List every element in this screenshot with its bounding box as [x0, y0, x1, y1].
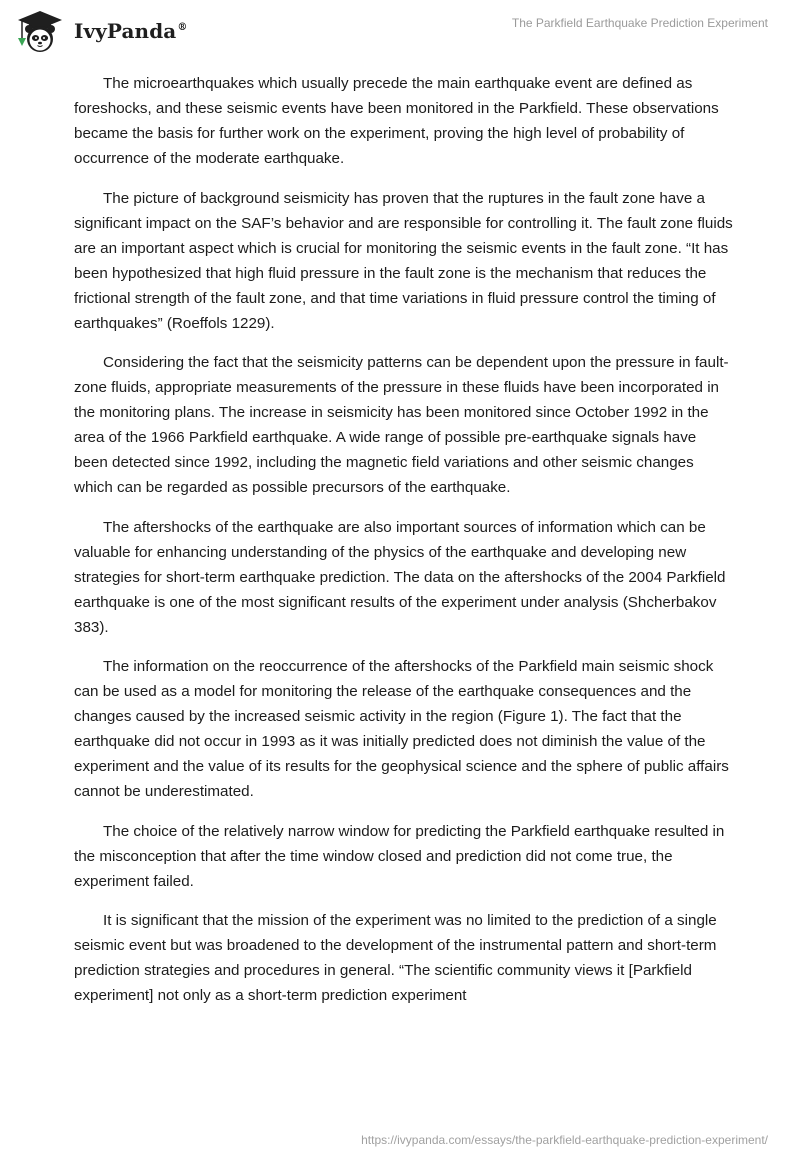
paragraph: Considering the fact that the seismicity patterns can be dependent upon the pressure in fault-zone fluids, appropriate measurements of the pressure in these fluids have been incorporated in the monitoring plans. The increase in seismicity has been monitored since October 1992 in the area of the 1966 Parkfield earthquake. A wide range of possible pre-earthquake signals have been detected since 1992, including the magnetic field variations and other seismic changes which can be regarded as possible precursors of the earthquake.: [74, 354, 729, 496]
page-header: [0, 0, 800, 62]
paragraph: The microearthquakes which usually precede the main earthquake event are defined as foreshocks, and these seismic events have been monitored in the Parkfield. These observations became the basis for further work on the experiment, proving the high level of probability of occurrence of the moderate earthquake.: [74, 75, 719, 167]
paragraph: The aftershocks of the earthquake are also important sources of information which can be valuable for enhancing understanding of the physics of the earthquake and developing new strategies for short-term earthquake prediction. The data on the aftershocks of the 2004 Parkfield earthquake is one of the most significant results of the experiment under analysis (Shcherbakov 383).: [74, 518, 726, 636]
source-url[interactable]: https://ivypanda.com/essays/the-parkfield-earthquake-prediction-experiment/: [361, 1133, 768, 1147]
ivypanda-logo[interactable]: [14, 8, 187, 54]
registered-mark: ®: [177, 22, 188, 34]
paragraph: The choice of the relatively narrow window for predicting the Parkfield earthquake resulted in the misconception that after the time window closed and prediction did not come true, the experiment failed.: [74, 822, 725, 890]
brand-text: IvyPanda: [74, 19, 177, 43]
brand-name: [74, 19, 187, 43]
document-title: The Parkfield Earthquake Prediction Experiment: [511, 16, 768, 30]
paragraph: The information on the reoccurrence of the aftershocks of the Parkfield main seismic shock can be used as a model for monitoring the release of the earthquake consequences and the changes caused by the increased seismic activity in the region (Figure 1). The fact that the earthquake did not occur in 1993 as it was initially predicted does not diminish the value of the experiment and the value of its results for the geophysical science and the sphere of public affairs cannot be underestimated.: [74, 658, 729, 800]
paragraph: It is significant that the mission of the experiment was no limited to the prediction of a single seismic event but was broadened to the development of the instrumental pattern and short-term prediction strategies and procedures in general. “The scientific community views it [Parkfield experiment] not only as a short-term prediction experiment: [74, 912, 717, 1004]
panda-graduate-icon: [14, 8, 66, 54]
essay-body: [74, 71, 734, 1023]
paragraph: The picture of background seismicity has proven that the ruptures in the fault zone have a significant impact on the SAF’s behavior and are responsible for controlling it. The fault zone fluids are an important aspect which is crucial for monitoring the seismic events in the fault zone. “It has been hypothesized that high fluid pressure in the fault zone is the mechanism that reduces the frictional strength of the fault zone, and that time variations in fluid pressure control the timing of earthquakes” (Roeffols 1229).: [74, 189, 733, 332]
